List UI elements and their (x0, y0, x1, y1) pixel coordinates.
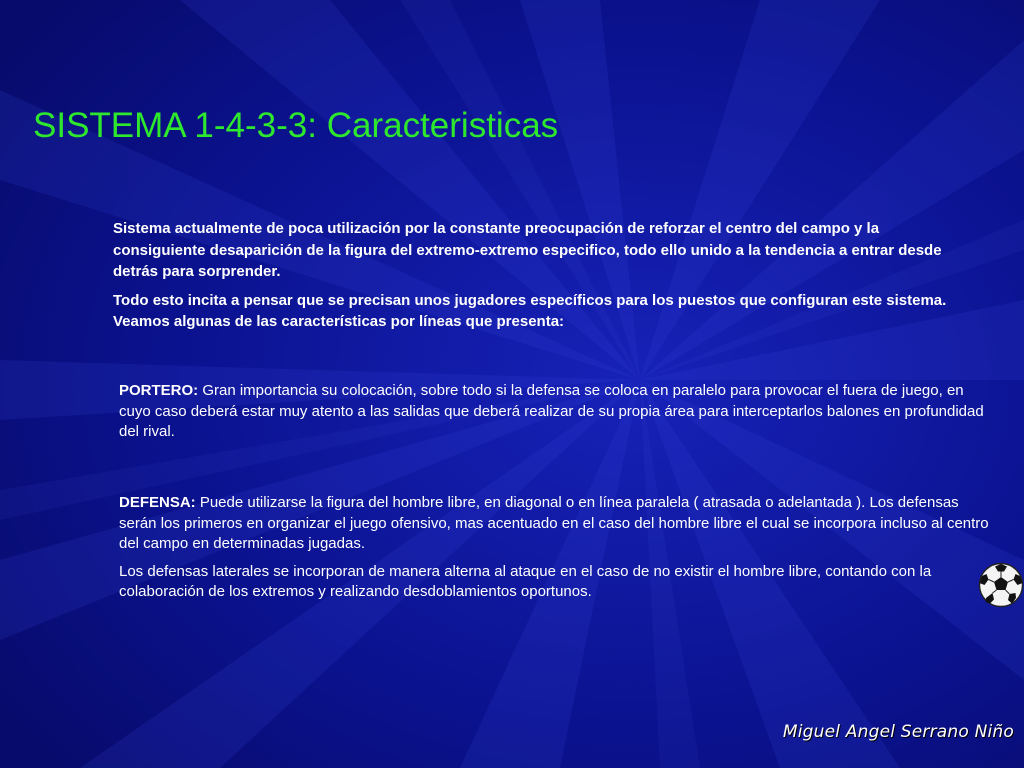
slide-title: SISTEMA 1-4-3-3: Caracteristicas (33, 106, 559, 145)
intro-block (113, 218, 963, 340)
soccer-ball-icon (978, 562, 1024, 608)
portero-section (119, 381, 989, 450)
defensa-label: DEFENSA: (119, 494, 196, 511)
portero-text: Gran importancia su colocación, sobre todo si la defensa se coloca en paralelo para provocar el fuera de juego, en cuyo caso deberá estar muy atento a las salidas que deberá realizar de su propia área para interceptarlos balones en profundidad del rival. (119, 382, 984, 440)
portero-paragraph (119, 381, 989, 443)
intro-paragraph-1: Sistema actualmente de poca utilización por la constante preocupación de reforzar el centro del campo y la consiguiente desaparición de la figura del extremo-extremo especifico, todo ello unido a la tendencia a entrar desde detrás para sorprender. (113, 220, 942, 280)
defensa-text: Puede utilizarse la figura del hombre libre, en diagonal o en línea paralela ( atrasada o adelantada ). Los defensas serán los primeros en organizar el juego ofensivo, mas acentuado en el caso del hombre libre el cual se incorpora incluso al centro del campo en determinadas jugadas. (119, 494, 989, 552)
intro-paragraph-2: Todo esto incita a pensar que se precisan unos jugadores específicos para los puestos que configuran este sistema. Veamos algunas de las características por líneas que presenta: (113, 291, 947, 330)
portero-label: PORTERO: (119, 382, 199, 399)
defensa-section (119, 493, 989, 610)
author-signature: Miguel Angel Serrano Niño (782, 722, 1014, 742)
defensa-extra-paragraph: Los defensas laterales se incorporan de manera alterna al ataque en el caso de no existir el hombre libre, contando con la colaboración de los extremos y realizando desdoblamientos oportunos. (119, 562, 932, 600)
defensa-paragraph (119, 493, 989, 555)
